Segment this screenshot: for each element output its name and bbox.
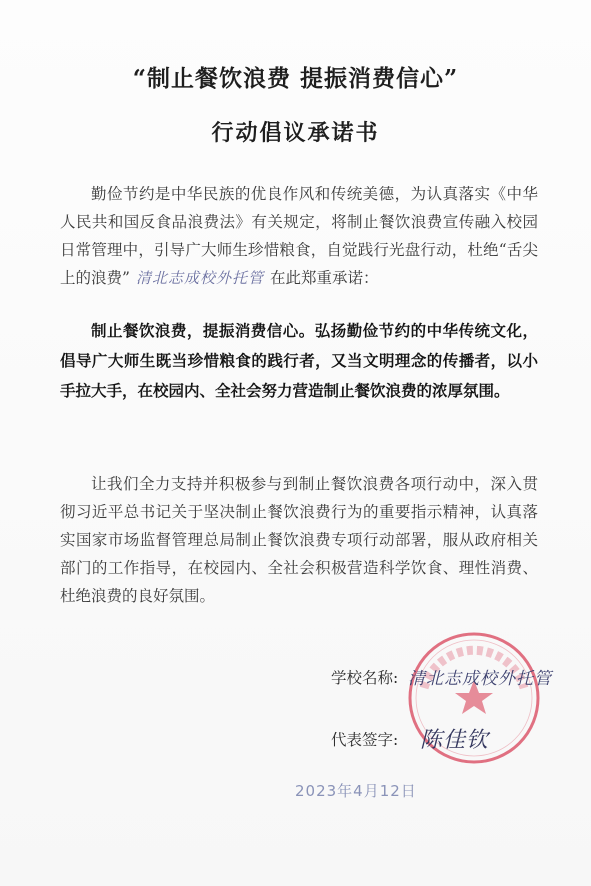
school-name-label: 学校名称: xyxy=(331,669,399,687)
representative-signature-label: 代表签字: xyxy=(331,731,399,749)
paragraph-intro xyxy=(60,180,538,292)
paragraph-intro-text: 勤俭节约是中华民族的优良作风和传统美德，为认真落实《中华人民共和国反食品浪费法》有关规定，将制止餐饮浪费宣传融入校园日常管理中，引导广大师生珍惜粮食，自觉践行光盘行动，杜绝“舌尖上的浪费” xyxy=(60,185,538,287)
paragraph-call-to-action: 让我们全力支持并积极参与到制止餐饮浪费各项行动中，深入贯彻习近平总书记关于坚决制止餐饮浪费行为的重要指示精神，认真落实国家市场监督管理总局制止餐饮浪费专项行动部署，服从政府相关部门的工作指导，在校园内、全社会积极营造科学饮食、理性消费、杜绝浪费的良好氛围。 xyxy=(60,475,538,605)
handwritten-school-name-inline: 清北志成校外托管 xyxy=(135,269,264,287)
document-subtitle: 行动倡议承诺书 xyxy=(211,120,380,146)
representative-signature: 陈佳钦 xyxy=(420,728,490,753)
paragraph-commitment: 制止餐饮浪费，提振消费信心。弘扬勤俭节约的中华传统文化，倡导广大师生既当珍惜粮食的践行者，又当文明理念的传播者，以小手拉大手，在校园内、全社会努力营造制止餐饮浪费的浓厚氛围。 xyxy=(60,322,538,400)
paragraph-intro-tail: 在此郑重承诺： xyxy=(269,269,379,287)
document-title: “制止餐饮浪费 提振消费信心” xyxy=(132,65,459,92)
signing-date: 2023年4月12日 xyxy=(295,782,417,800)
school-name-handwriting: 清北志成校外托管 xyxy=(408,669,552,689)
